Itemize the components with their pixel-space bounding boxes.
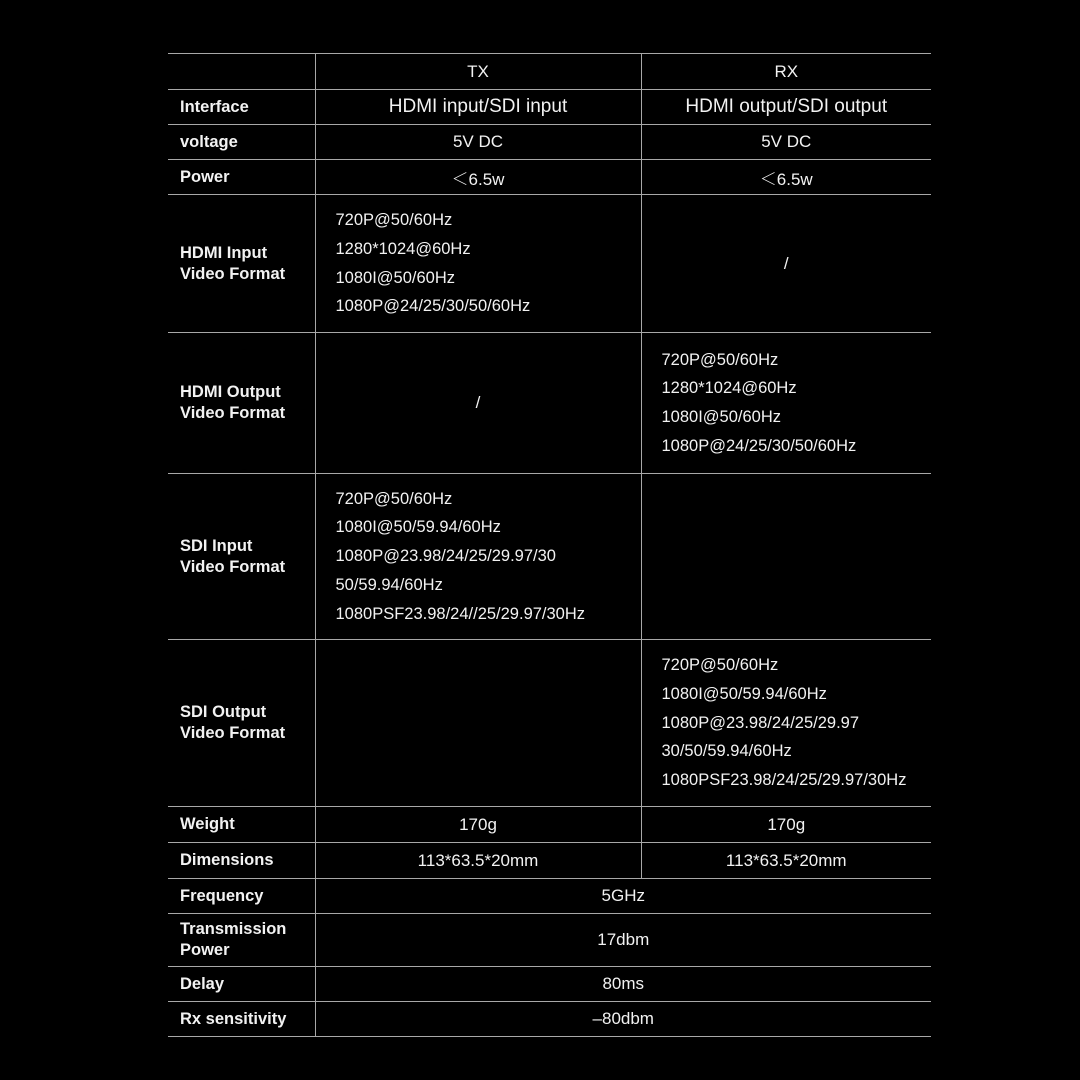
sdi-output-label-line1: SDI Output bbox=[180, 703, 267, 721]
list-item: 50/59.94/60Hz bbox=[335, 575, 443, 594]
interface-label: Interface bbox=[168, 90, 315, 125]
sdi-output-label-line2: Video Format bbox=[180, 724, 286, 742]
transmission-power-label-line1: Transmission bbox=[180, 920, 287, 938]
weight-rx: 170g bbox=[641, 807, 931, 843]
frequency-row bbox=[168, 879, 931, 914]
transmission-power-label bbox=[168, 914, 315, 967]
voltage-label: voltage bbox=[168, 125, 315, 160]
voltage-rx: 5V DC bbox=[641, 125, 931, 160]
delay-row bbox=[168, 967, 931, 1002]
list-item: 720P@50/60Hz bbox=[335, 211, 453, 230]
list-item: 1280*1024@60Hz bbox=[661, 379, 797, 398]
list-item: 1280*1024@60Hz bbox=[335, 239, 471, 258]
hdmi-input-label bbox=[168, 195, 315, 333]
list-item: 1080P@24/25/30/50/60Hz bbox=[335, 297, 531, 316]
power-rx: ＜6.5w bbox=[641, 160, 931, 195]
header-label-cell bbox=[168, 54, 315, 90]
interface-tx: HDMI input/SDI input bbox=[315, 90, 641, 125]
hdmi-output-label-line1: HDMI Output bbox=[180, 383, 281, 401]
transmission-power-label-line2: Power bbox=[180, 941, 230, 959]
list-item: 1080P@23.98/24/25/29.97/30 bbox=[335, 547, 556, 566]
sdi-input-rx bbox=[641, 474, 931, 640]
spec-table bbox=[168, 53, 931, 1037]
list-item: 720P@50/60Hz bbox=[335, 489, 453, 508]
interface-rx: HDMI output/SDI output bbox=[641, 90, 931, 125]
list-item: 720P@50/60Hz bbox=[661, 656, 779, 675]
sdi-output-row bbox=[168, 640, 931, 807]
sdi-input-label bbox=[168, 474, 315, 640]
list-item: 1080I@50/60Hz bbox=[335, 268, 455, 287]
hdmi-input-label-line1: HDMI Input bbox=[180, 243, 268, 262]
voltage-row bbox=[168, 125, 931, 160]
hdmi-output-label-line2: Video Format bbox=[180, 404, 286, 422]
weight-label: Weight bbox=[168, 807, 315, 843]
hdmi-output-rx-list bbox=[641, 333, 931, 474]
sdi-output-rx-list bbox=[641, 640, 931, 807]
power-row bbox=[168, 160, 931, 195]
dimensions-tx: 113*63.5*20mm bbox=[315, 843, 641, 879]
list-item: 1080I@50/59.94/60Hz bbox=[335, 518, 501, 537]
list-item: 1080PSF23.98/24//25/29.97/30Hz bbox=[335, 604, 586, 623]
sdi-input-label-line1: SDI Input bbox=[180, 536, 253, 555]
hdmi-input-row bbox=[168, 195, 931, 333]
transmission-power-row bbox=[168, 914, 931, 967]
hdmi-input-rx: / bbox=[641, 195, 931, 333]
list-item: 1080P@24/25/30/50/60Hz bbox=[661, 436, 857, 455]
frequency-label: Frequency bbox=[168, 879, 315, 914]
delay-value: 80ms bbox=[315, 967, 931, 1002]
rx-sensitivity-label: Rx sensitivity bbox=[168, 1002, 315, 1037]
header-rx: RX bbox=[641, 54, 931, 90]
rx-sensitivity-row bbox=[168, 1002, 931, 1037]
header-tx: TX bbox=[315, 54, 641, 90]
list-item: 1080I@50/60Hz bbox=[661, 408, 781, 426]
list-item: 30/50/59.94/60Hz bbox=[661, 742, 792, 761]
power-label: Power bbox=[168, 160, 315, 195]
sdi-output-tx bbox=[315, 640, 641, 807]
list-item: 1080PSF23.98/24/25/29.97/30Hz bbox=[661, 771, 907, 790]
sdi-input-row bbox=[168, 474, 931, 640]
weight-tx: 170g bbox=[315, 807, 641, 843]
frequency-value: 5GHz bbox=[315, 879, 931, 914]
list-item: 720P@50/60Hz bbox=[661, 350, 779, 369]
delay-label: Delay bbox=[168, 967, 315, 1002]
dimensions-label: Dimensions bbox=[168, 843, 315, 879]
weight-row bbox=[168, 807, 931, 843]
list-item: 1080I@50/59.94/60Hz bbox=[661, 684, 827, 703]
header-row bbox=[168, 54, 931, 90]
sdi-output-label bbox=[168, 640, 315, 807]
hdmi-output-label bbox=[168, 333, 315, 474]
dimensions-rx: 113*63.5*20mm bbox=[641, 843, 931, 879]
hdmi-output-row bbox=[168, 333, 931, 474]
voltage-tx: 5V DC bbox=[315, 125, 641, 160]
transmission-power-value: 17dbm bbox=[315, 914, 931, 967]
power-tx: ＜6.5w bbox=[315, 160, 641, 195]
dimensions-row bbox=[168, 843, 931, 879]
rx-sensitivity-value: –80dbm bbox=[315, 1002, 931, 1037]
hdmi-output-tx: / bbox=[315, 333, 641, 474]
sdi-input-tx-list bbox=[315, 474, 641, 640]
sdi-input-label-line2: Video Format bbox=[180, 557, 286, 576]
hdmi-input-label-line2: Video Format bbox=[180, 264, 286, 283]
list-item: 1080P@23.98/24/25/29.97 bbox=[661, 713, 860, 732]
hdmi-input-tx-list bbox=[315, 195, 641, 333]
interface-row bbox=[168, 90, 931, 125]
